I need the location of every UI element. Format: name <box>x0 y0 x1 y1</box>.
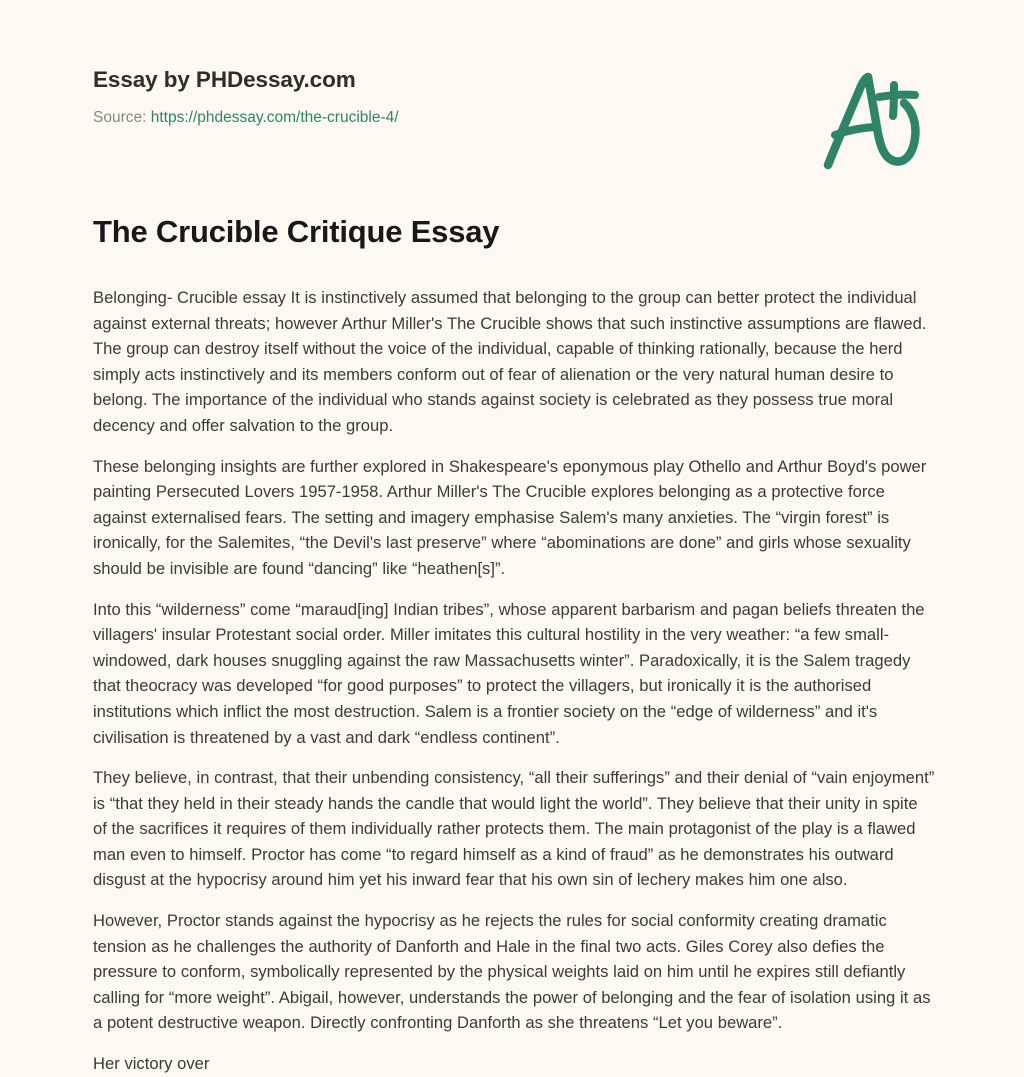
essay-body <box>93 285 935 1077</box>
page-header <box>93 66 933 176</box>
page-title: The Crucible Critique Essay <box>93 214 500 249</box>
essay-paragraph: These belonging insights are further explored in Shakespeare's eponymous play Othello and Arthur Boyd's power painting Persecuted Lovers 1957-1958. Arthur Miller's The Crucible explores belonging as a protective force against externalised fears. The setting and imagery emphasise Salem's many anxieties. The “virgin forest” is ironically, for the Salemites, “the Devil's last preserve” where “abominations are done” and girls whose sexuality should be invisible are found “dancing” like “heathen[s]”. <box>93 456 927 578</box>
essay-paragraph: However, Proctor stands against the hypocrisy as he rejects the rules for social conformity creating dramatic tension as he challenges the authority of Danforth and Hale in the final two acts. Giles Corey also defies the pressure to conform, symbolically represented by the physical weights laid on him until he expires still defiantly calling for “more weight”. Abigail, however, understands the power of belonging and the fear of isolation using it as a potent destructive weapon. Directly confronting Danforth as she threatens “Let you beware”. <box>93 911 931 1033</box>
essay-paragraph: Her victory over <box>93 1054 210 1074</box>
essay-paragraph: They believe, in contrast, that their unbending consistency, “all their sufferings” and their denial of “vain enjoyment” is “that they held in their steady hands the candle that would light the world”. They believe that their unity in spite of the sacrifices it requires of them individually rather protects them. The main protagonist of the play is a flawed man even to himself. Proctor has come “to regard himself as a kind of fraud” as he demonstrates his outward disgust at the hypocrisy around him yet his inward fear that his own sin of lechery makes him one also. <box>93 768 935 890</box>
source-line <box>93 108 933 128</box>
aplus-logo <box>812 66 932 170</box>
aplus-logo-icon <box>812 66 932 170</box>
source-url-link[interactable]: https://phdessay.com/the-crucible-4/ <box>150 109 399 126</box>
essay-paragraph: Into this “wilderness” come “maraud[ing] Indian tribes”, whose apparent barbarism and pagan beliefs threaten the villagers' insular Protestant social order. Miller imitates this cultural hostility in the very weather: “a few small-windowed, dark houses snuggling against the raw Massachusetts winter”. Paradoxically, it is the Salem tragedy that theocracy was developed “for good purposes” to protect the villagers, but ironically it is the authorised institutions which inflict the most destruction. Salem is a frontier society on the “edge of wilderness” and it's civilisation is threatened by a vast and dark “endless continent”. <box>93 599 925 747</box>
brand-title: Essay by PHDessay.com <box>93 67 356 92</box>
source-label: Source: <box>93 109 147 126</box>
essay-paragraph: Belonging- Crucible essay It is instinctively assumed that belonging to the group can better protect the individual against external threats; however Arthur Miller's The Crucible shows that such instinctive assumptions are flawed. The group can destroy itself without the voice of the individual, capable of thinking rationally, because the herd simply acts instinctively and its members conform out of fear of alienation or the very natural human desire to belong. The importance of the individual who stands against society is celebrated as they possess true moral decency and offer salvation to the group. <box>93 288 927 435</box>
